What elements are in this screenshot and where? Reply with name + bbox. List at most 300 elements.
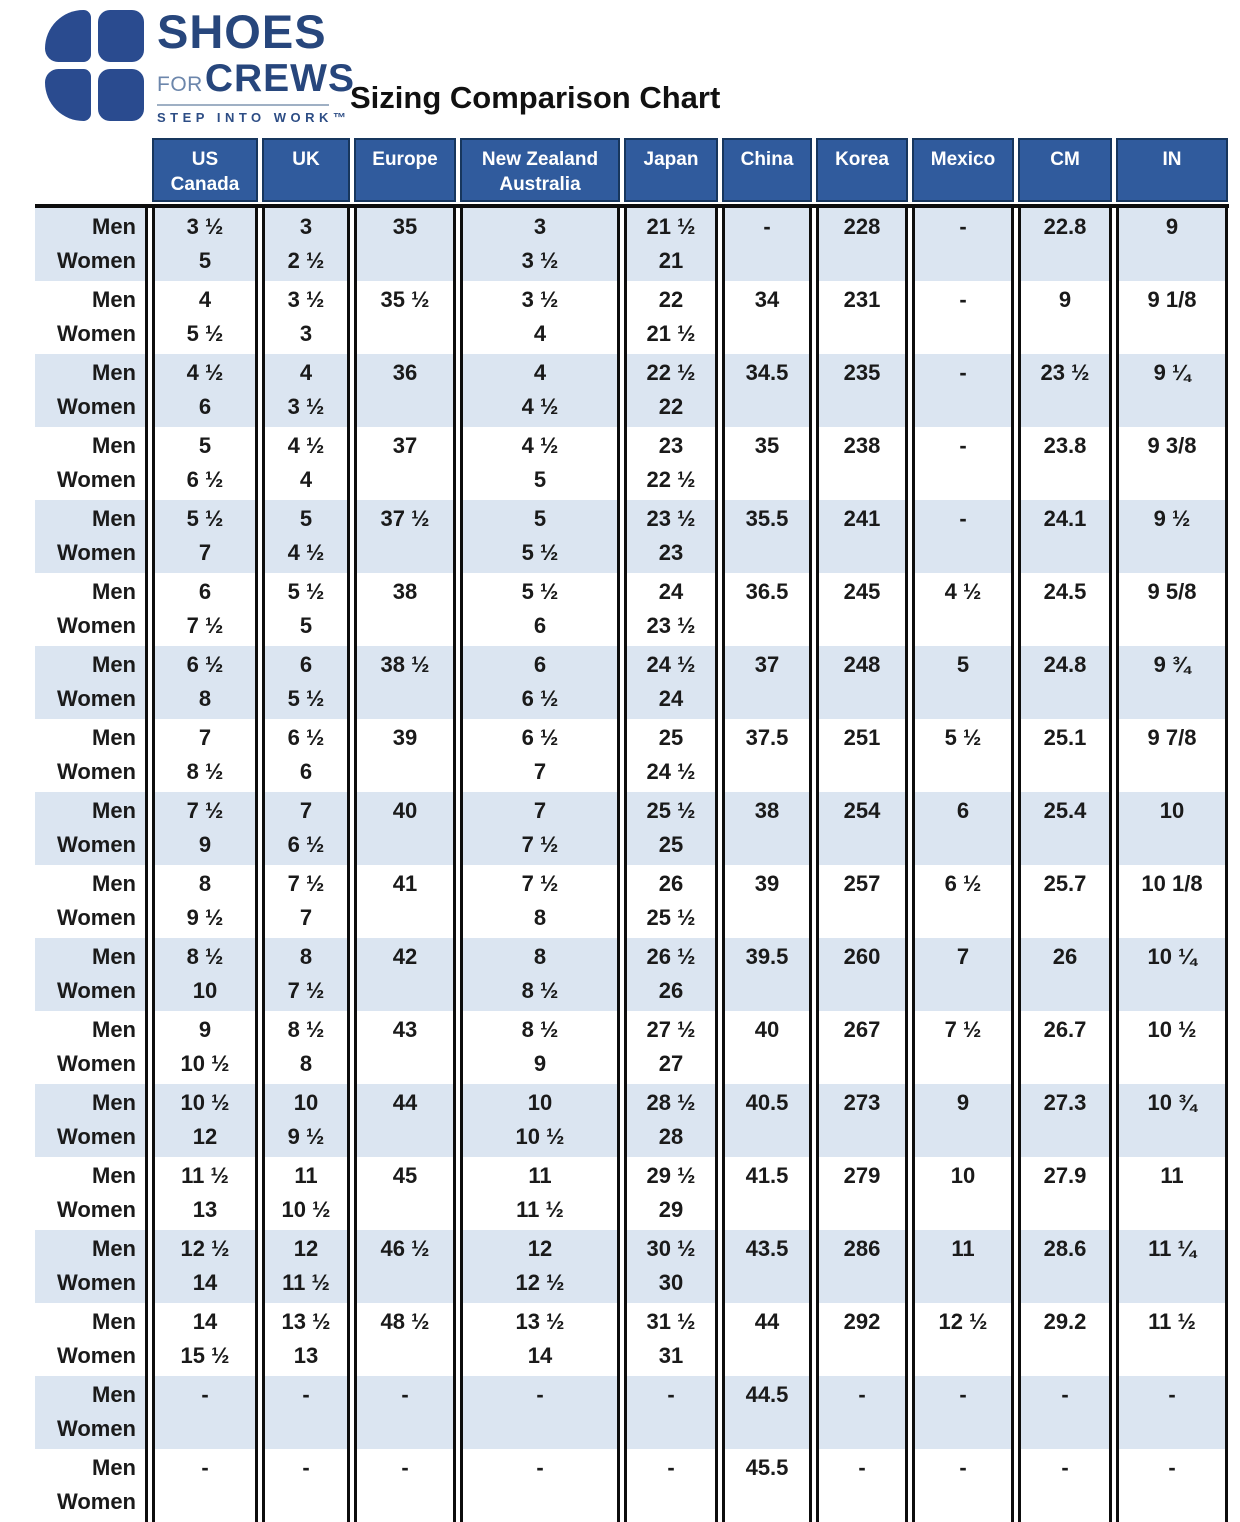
size-cell-mx [912, 1303, 1014, 1376]
size-cell-kr [816, 281, 908, 354]
size-value: 6 [533, 613, 547, 638]
size-value [819, 1193, 905, 1230]
size-value: 26 [658, 978, 684, 1003]
row-label-cell [35, 1230, 148, 1303]
size-cell-eu [354, 1230, 456, 1303]
size-value: 5 ½ [287, 686, 325, 711]
size-value: 14 [192, 1270, 218, 1295]
size-value: 286 [843, 1236, 881, 1261]
size-value [819, 609, 905, 646]
column-header-kr [816, 138, 908, 202]
size-value [357, 1193, 453, 1230]
size-value: 267 [843, 1017, 881, 1042]
size-value [725, 1485, 809, 1522]
size-value: 39.5 [745, 944, 789, 969]
size-value: 26 ½ [646, 944, 696, 969]
size-value: 7 ½ [944, 1017, 982, 1042]
size-value [725, 901, 809, 938]
row-label-cell [35, 792, 148, 865]
size-value: 11 [951, 1236, 975, 1261]
size-value [1119, 1412, 1225, 1449]
size-value: - [959, 360, 967, 385]
size-value: 29 [658, 1197, 684, 1222]
size-cell-us [152, 208, 258, 281]
size-value: 24.1 [1043, 506, 1087, 531]
size-cell-uk [262, 1230, 350, 1303]
size-cell-nz [460, 792, 620, 865]
size-value [915, 974, 1011, 1011]
size-cell-in [1116, 1157, 1228, 1230]
logo-petal-bottom-left [45, 69, 91, 121]
size-cell-uk [262, 500, 350, 573]
size-value [915, 1485, 1011, 1522]
size-cell-jp [624, 1303, 718, 1376]
size-value [819, 1339, 905, 1376]
size-value: 7 ½ [287, 978, 325, 1003]
row-label-cell [35, 500, 148, 573]
size-cell-mx [912, 646, 1014, 719]
size-value [819, 1047, 905, 1084]
size-value: 5 ½ [521, 540, 559, 565]
row-label: Women [56, 978, 136, 1003]
size-value [725, 1266, 809, 1303]
row-label: Men [92, 214, 136, 239]
size-value: 4 [198, 287, 212, 312]
size-value: 15 ½ [180, 1343, 230, 1368]
size-value: 6 ½ [944, 871, 982, 896]
size-cell-in [1116, 1449, 1228, 1522]
size-cell-nz [460, 354, 620, 427]
size-cell-mx [912, 1084, 1014, 1157]
size-value: 12 [527, 1236, 553, 1261]
size-cell-nz [460, 865, 620, 938]
size-cell-cm [1018, 281, 1112, 354]
size-value [357, 244, 453, 281]
size-value: 254 [843, 798, 881, 823]
size-value: 13 [293, 1343, 319, 1368]
size-cell-us [152, 1376, 258, 1449]
size-cell-uk [262, 865, 350, 938]
size-cell-nz [460, 1157, 620, 1230]
size-value [725, 317, 809, 354]
size-value: 260 [843, 944, 881, 969]
size-value: 9 [533, 1051, 547, 1076]
size-value: 10 ½ [180, 1090, 230, 1115]
logo-tagline: STEP INTO WORK™ [157, 110, 351, 125]
size-value: 13 ½ [515, 1309, 565, 1334]
size-cell-mx [912, 573, 1014, 646]
size-value: 3 ½ [186, 214, 224, 239]
size-cell-mx [912, 354, 1014, 427]
size-cell-jp [624, 646, 718, 719]
size-value: 12 ½ [515, 1270, 565, 1295]
size-value: 37 [754, 652, 780, 677]
size-cell-jp [624, 427, 718, 500]
size-cell-eu [354, 792, 456, 865]
size-value: 11 ½ [282, 1270, 330, 1295]
size-value: 2 ½ [287, 248, 325, 273]
row-label: Men [92, 506, 136, 531]
size-value [265, 1485, 347, 1522]
size-value: 21 ½ [646, 321, 696, 346]
size-cell-mx [912, 938, 1014, 1011]
size-value [915, 317, 1011, 354]
row-label: Men [92, 725, 136, 750]
size-cell-jp [624, 573, 718, 646]
table-row [35, 1084, 1229, 1157]
size-cell-cm [1018, 792, 1112, 865]
logo-word-crews: CREWS [204, 57, 355, 100]
row-label: Men [92, 433, 136, 458]
row-label-cell [35, 1011, 148, 1084]
size-value: 8 ½ [521, 1017, 559, 1042]
size-value: 23 ½ [646, 613, 696, 638]
size-value [725, 974, 809, 1011]
size-value: 34 [754, 287, 780, 312]
size-value: 28 [658, 1124, 684, 1149]
size-value: 22 ½ [646, 360, 696, 385]
size-cell-cn [722, 938, 812, 1011]
size-cell-jp [624, 792, 718, 865]
size-cell-cm [1018, 354, 1112, 427]
size-value: 13 ½ [281, 1309, 331, 1334]
size-value: 6 ½ [287, 832, 325, 857]
size-cell-jp [624, 719, 718, 792]
row-label-cell [35, 427, 148, 500]
size-value: 22 [658, 287, 684, 312]
size-value: 12 [192, 1124, 218, 1149]
row-label: Women [56, 613, 136, 638]
size-value: - [763, 214, 771, 239]
size-value: 11 ½ [516, 1197, 564, 1222]
column-header-mx [912, 138, 1014, 202]
size-value: 44 [754, 1309, 780, 1334]
size-value: 6 [533, 652, 547, 677]
logo-petal-top-right [98, 10, 144, 62]
table-header-row [35, 138, 1229, 202]
column-header-jp [624, 138, 718, 202]
size-cell-cm [1018, 1449, 1112, 1522]
size-value: 24 ½ [646, 759, 696, 784]
column-header-label: New Zealand [481, 149, 599, 170]
column-header-label: China [740, 149, 794, 170]
table-row [35, 500, 1229, 573]
size-value: 23 [658, 433, 684, 458]
size-value: 39 [754, 871, 780, 896]
row-label: Men [92, 1455, 136, 1480]
size-cell-nz [460, 208, 620, 281]
size-cell-cm [1018, 1084, 1112, 1157]
size-value [1021, 901, 1109, 938]
size-cell-nz [460, 500, 620, 573]
row-label: Women [56, 467, 136, 492]
size-cell-mx [912, 865, 1014, 938]
size-cell-kr [816, 354, 908, 427]
size-cell-jp [624, 1449, 718, 1522]
size-value [915, 682, 1011, 719]
size-value [1021, 682, 1109, 719]
size-value [357, 1339, 453, 1376]
row-label: Men [92, 798, 136, 823]
table-row [35, 1157, 1229, 1230]
size-value: 7 ½ [287, 871, 325, 896]
size-value: 6 [198, 579, 212, 604]
row-label: Men [92, 360, 136, 385]
size-cell-mx [912, 719, 1014, 792]
size-value [819, 390, 905, 427]
size-value: 46 ½ [380, 1236, 430, 1261]
row-label: Men [92, 1090, 136, 1115]
row-label-cell [35, 646, 148, 719]
size-cell-nz [460, 938, 620, 1011]
size-value: - [1061, 1455, 1069, 1480]
row-label: Women [56, 1489, 136, 1514]
size-value: 31 ½ [646, 1309, 696, 1334]
size-cell-cm [1018, 1303, 1112, 1376]
size-value: 4 [299, 360, 313, 385]
size-cell-in [1116, 1376, 1228, 1449]
size-cell-cm [1018, 427, 1112, 500]
size-cell-nz [460, 1449, 620, 1522]
size-value: - [201, 1455, 209, 1480]
size-value: 5 ½ [521, 579, 559, 604]
size-value [915, 1047, 1011, 1084]
size-cell-cm [1018, 719, 1112, 792]
size-value: 27 [658, 1051, 684, 1076]
column-header-cn [722, 138, 812, 202]
size-value [357, 463, 453, 500]
size-cell-mx [912, 792, 1014, 865]
size-value: - [401, 1382, 409, 1407]
size-value: 25 ½ [646, 798, 696, 823]
size-value [357, 1412, 453, 1449]
size-value: 5 ½ [287, 579, 325, 604]
size-value [819, 974, 905, 1011]
size-value: 44 [392, 1090, 418, 1115]
size-value: 9 [956, 1090, 970, 1115]
size-cell-jp [624, 938, 718, 1011]
size-value: 8 ½ [186, 759, 224, 784]
size-cell-in [1116, 1230, 1228, 1303]
size-cell-us [152, 938, 258, 1011]
size-cell-nz [460, 573, 620, 646]
table-row [35, 1230, 1229, 1303]
size-value [357, 390, 453, 427]
size-value: 279 [843, 1163, 881, 1188]
size-value: 241 [843, 506, 881, 531]
table-row [35, 938, 1229, 1011]
size-value: - [858, 1382, 866, 1407]
size-value: 9 7/8 [1147, 725, 1197, 750]
size-value [357, 317, 453, 354]
size-value [915, 1339, 1011, 1376]
size-cell-mx [912, 500, 1014, 573]
size-cell-jp [624, 865, 718, 938]
size-cell-jp [624, 1157, 718, 1230]
size-cell-in [1116, 938, 1228, 1011]
size-value: 7 [533, 798, 547, 823]
size-cell-us [152, 1157, 258, 1230]
row-label: Men [92, 871, 136, 896]
column-header-us [152, 138, 258, 202]
size-value: 14 [192, 1309, 218, 1334]
row-label-cell [35, 208, 148, 281]
size-value: 26.7 [1043, 1017, 1087, 1042]
size-value: 40.5 [745, 1090, 789, 1115]
size-value: 25 [658, 832, 684, 857]
row-label: Women [56, 759, 136, 784]
sizing-comparison-table [35, 138, 1229, 1522]
size-value: 7 [198, 540, 212, 565]
size-value [915, 244, 1011, 281]
row-label: Men [92, 1163, 136, 1188]
size-value: 3 ½ [521, 248, 559, 273]
size-value: - [1168, 1382, 1176, 1407]
table-row [35, 354, 1229, 427]
size-value [915, 1193, 1011, 1230]
size-value: 41.5 [745, 1163, 789, 1188]
size-cell-jp [624, 1230, 718, 1303]
size-value: 27.9 [1043, 1163, 1087, 1188]
size-value [1021, 609, 1109, 646]
size-value [915, 609, 1011, 646]
size-value: 31 [658, 1343, 684, 1368]
size-cell-eu [354, 1449, 456, 1522]
size-value: - [201, 1382, 209, 1407]
size-value: 48 ½ [380, 1309, 430, 1334]
size-cell-in [1116, 1011, 1228, 1084]
size-value: 9 [1165, 214, 1179, 239]
size-value: 6 ½ [521, 686, 559, 711]
size-value: - [667, 1382, 675, 1407]
size-value [725, 1412, 809, 1449]
size-value: 38 [754, 798, 780, 823]
table-body [35, 208, 1229, 1522]
size-value [1119, 609, 1225, 646]
size-cell-cn [722, 1376, 812, 1449]
size-value [357, 828, 453, 865]
size-cell-mx [912, 1157, 1014, 1230]
size-cell-uk [262, 792, 350, 865]
size-cell-nz [460, 1011, 620, 1084]
size-cell-cm [1018, 865, 1112, 938]
shoes-for-crews-logo [45, 5, 355, 125]
size-cell-kr [816, 1376, 908, 1449]
size-cell-jp [624, 354, 718, 427]
column-header-nz [460, 138, 620, 202]
size-value: 25 ½ [646, 905, 696, 930]
size-cell-cm [1018, 1157, 1112, 1230]
table-row [35, 1449, 1229, 1522]
table-row [35, 719, 1229, 792]
size-value [1021, 1339, 1109, 1376]
size-cell-uk [262, 281, 350, 354]
size-value: 45 [392, 1163, 418, 1188]
size-value: 235 [843, 360, 881, 385]
size-cell-eu [354, 573, 456, 646]
size-value: 6 [299, 652, 313, 677]
size-value: 37.5 [745, 725, 789, 750]
row-label-cell [35, 1303, 148, 1376]
size-value [725, 1193, 809, 1230]
size-value [1021, 1412, 1109, 1449]
size-value [1021, 1193, 1109, 1230]
size-value: 5 [198, 248, 212, 273]
size-value: 10 ¼ [1147, 944, 1197, 969]
size-value: 8 ½ [521, 978, 559, 1003]
size-value: 3 [299, 321, 313, 346]
size-value: 43.5 [745, 1236, 789, 1261]
size-value: 9 [1058, 287, 1072, 312]
size-cell-jp [624, 208, 718, 281]
size-value: 35 [754, 433, 780, 458]
size-cell-cn [722, 354, 812, 427]
size-value [1021, 828, 1109, 865]
size-value: - [667, 1455, 675, 1480]
size-cell-cn [722, 719, 812, 792]
size-value [627, 1412, 715, 1449]
size-value [1021, 1266, 1109, 1303]
size-value [357, 1120, 453, 1157]
size-cell-us [152, 719, 258, 792]
row-label-cell [35, 938, 148, 1011]
table-row [35, 281, 1229, 354]
size-cell-cn [722, 208, 812, 281]
size-value [915, 1412, 1011, 1449]
size-value [725, 755, 809, 792]
size-cell-in [1116, 573, 1228, 646]
size-cell-kr [816, 938, 908, 1011]
row-label-cell [35, 719, 148, 792]
size-cell-uk [262, 208, 350, 281]
row-label: Women [56, 248, 136, 273]
size-value [725, 1047, 809, 1084]
row-label: Men [92, 1382, 136, 1407]
size-value [1119, 536, 1225, 573]
row-label: Women [56, 1124, 136, 1149]
size-value: 8 [533, 944, 547, 969]
size-cell-in [1116, 646, 1228, 719]
size-value [915, 390, 1011, 427]
column-header-label: US [191, 149, 219, 170]
size-value: 41 [392, 871, 418, 896]
size-cell-us [152, 427, 258, 500]
size-cell-cn [722, 1230, 812, 1303]
size-value [1119, 1485, 1225, 1522]
size-value: - [1061, 1382, 1069, 1407]
column-header-in [1116, 138, 1228, 202]
row-label-cell [35, 1376, 148, 1449]
size-value [1021, 974, 1109, 1011]
size-value [1119, 244, 1225, 281]
size-value: 9 1/8 [1147, 287, 1197, 312]
column-header-eu [354, 138, 456, 202]
header-spacer [35, 138, 148, 202]
size-value [1021, 755, 1109, 792]
size-value [1119, 1266, 1225, 1303]
size-value: 10 ½ [281, 1197, 331, 1222]
table-row [35, 646, 1229, 719]
size-value: 6 ½ [287, 725, 325, 750]
size-value [819, 317, 905, 354]
size-value: 23.8 [1043, 433, 1087, 458]
size-value: 5 ½ [186, 321, 224, 346]
size-value [463, 1412, 617, 1449]
size-value: 29 ½ [646, 1163, 696, 1188]
size-value: 9 ¼ [1153, 360, 1191, 385]
size-cell-us [152, 646, 258, 719]
column-header-label: UK [292, 149, 320, 170]
